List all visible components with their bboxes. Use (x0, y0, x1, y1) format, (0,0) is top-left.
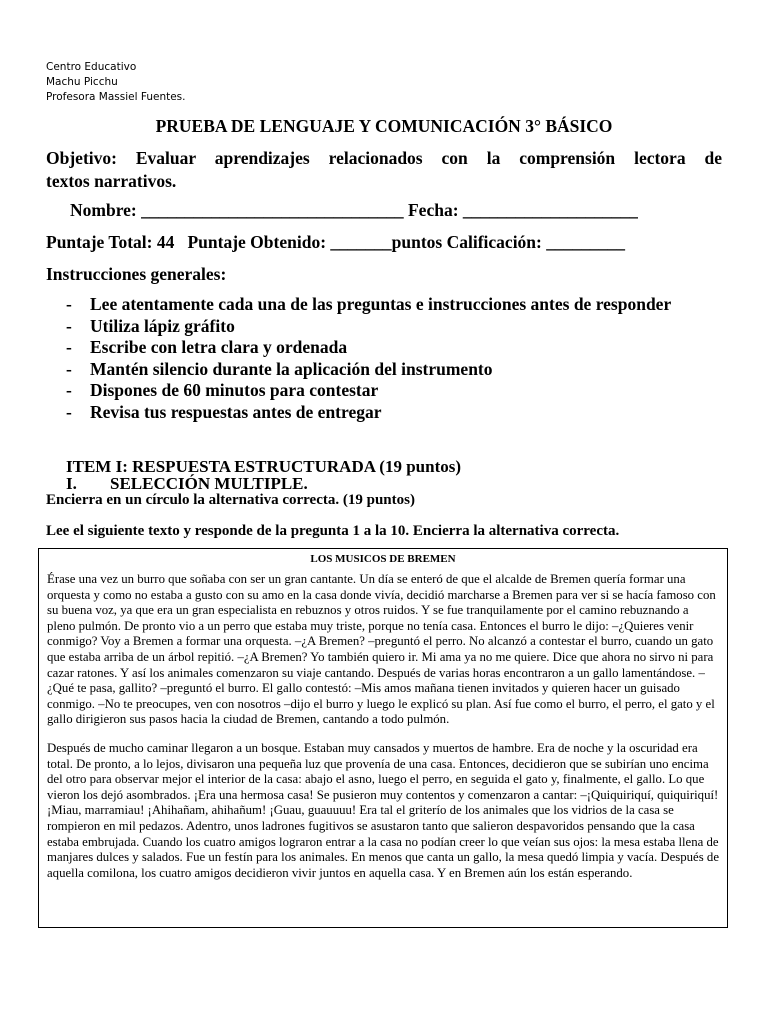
list-item: - Escribe con letra clara y ordenada (66, 337, 348, 357)
item-heading: ITEM I: RESPUESTA ESTRUCTURADA (19 puntos) (66, 457, 462, 476)
rule-text: Utiliza lápiz gráfito (90, 315, 235, 336)
rule-text: Lee atentamente cada una de las preguntas e instrucciones antes de responder (90, 294, 672, 314)
school-label: Centro Educativo (46, 61, 137, 73)
story-box (38, 548, 728, 928)
story-paragraph-2: Después de mucho caminar llegaron a un bosque. Estaban muy cansados y muertos de hambre. Era de noche y la oscuridad era total. De pronto, a lo lejos, divisaron una pequeña luz que provenía de una casa. Entonces, decidieron que se subirían uno encima del otro para observar mejor el interior de la casa: abajo el asno, luego el perro, en seguida el gato y, finalmente, el gallo. Lo que vieron los dejó asombrados. ¡Era una hermosa casa! Se pusieron muy contentos y comenzaron a cantar: –¡Quiquiriquí, quiquiriquí! ¡Miau, marramiau! ¡Ahihañam, ahihañum! ¡Guau, guauuuu! Era tal el griterío de los animales que los vidrios de la casa se rompieron en mil pedazos. Adentro, unos ladrones fugitivos se asustaron tanto que salieron despavoridos pensando que la casa estaba embrujada. Cuando los cuatro amigos lograron entrar a la casa no podían creer lo que veían sus ojos: la mesa estaba llena de manjares dulces y salados. Fue un festín para los animales. En menos que canta un gallo, la mesa quedó limpia y vacía. Después de aquella comilona, los cuatro amigos decidieron vivir juntos en aquella casa. Y en Bremen aún los están esperando. (47, 740, 719, 880)
objective (46, 147, 722, 193)
rules-list (46, 294, 722, 423)
section-title: SELECCIÓN MULTIPLE. (110, 474, 308, 493)
instructions-heading: Instrucciones generales: (46, 264, 227, 284)
list-item: - Dispones de 60 minutos para contestar (66, 380, 379, 400)
story-title: LOS MUSICOS DE BREMEN (310, 553, 456, 565)
list-item: - Revisa tus respuestas antes de entregar (66, 401, 382, 422)
rule-text: Mantén silencio durante la aplicación del instrumento (90, 358, 493, 379)
story-paragraph-1: Érase una vez un burro que soñaba con ser un gran cantante. Un día se enteró de que el alcalde de Bremen quería formar una orquesta y como no estaba a gusto con su amo en la casa donde vivía, decidió marcharse a Bremen para ver si se hacía famoso con su buena voz, ya que era un gran especialista en rebuznos y otros ruidos. Y se fue tranquilamente por el camino rebuznando a pleno pulmón. De pronto vio a un perro que estaba muy triste, porque no tenía casa. Entonces el burro le dijo: –¿Quieres venir conmigo? Voy a Bremen a formar una orquesta. –¿A Bremen? –preguntó el perro. No alcanzó a contestar el burro, cuando un gato que estaba arriba de un árbol repitió. –¿A Bremen? Yo también quiero ir. Mi ama ya no me quiere. Dice que ahora no sirvo ni para cazar ratones. Y así los animales comenzaron su viaje cantando. Después de varias horas encontraron a un gallo lamentándose. –¿Qué te pasa, gallito? –preguntó el burro. El gallo contestó: –Mis amos mañana tienen invitados y quieren hacer un guisado conmigo. –No te preocupes, ven con nosotros –dijo el burro y luego le explicó su plan. Así fue como el burro, el perro, el gato y el gallo dirigieron sus pasos hacia la ciudad de Bremen, cantando a todo pulmón. (47, 572, 716, 727)
name-date-line: Nombre: ______________________________ Fecha: ____________________ (70, 200, 638, 220)
section-number: I. (66, 474, 77, 493)
list-item: - Utiliza lápiz gráfito (66, 315, 235, 336)
teacher-name: Profesora Massiel Fuentes. (46, 91, 186, 103)
circle-instruction: Encierra en un círculo la alternativa correcta. (19 puntos) (46, 492, 415, 508)
school-name: Machu Picchu (46, 76, 118, 88)
read-instruction: Lee el siguiente texto y responde de la pregunta 1 a la 10. Encierra la alternativa correcta. (46, 523, 620, 539)
rule-text: Escribe con letra clara y ordenada (90, 337, 348, 357)
rule-text: Revisa tus respuestas antes de entregar (90, 401, 382, 422)
list-item: - Mantén silencio durante la aplicación del instrumento (66, 358, 493, 379)
objective-line-2: textos narrativos. (46, 171, 177, 191)
objective-line-1: Objetivo: Evaluar aprendizajes relacionados con la comprensión lectora de (46, 148, 722, 168)
rule-text: Dispones de 60 minutos para contestar (90, 380, 379, 400)
school-header (46, 60, 185, 105)
story-text (47, 572, 719, 894)
exam-title: PRUEBA DE LENGUAJE Y COMUNICACIÓN 3° BÁSICO (155, 116, 613, 136)
score-line: Puntaje Total: 44 Puntaje Obtenido: _______puntos Calificación: _________ (46, 232, 625, 252)
section-heading (66, 474, 308, 494)
list-item: - Lee atentamente cada una de las preguntas e instrucciones antes de responder (66, 294, 672, 314)
